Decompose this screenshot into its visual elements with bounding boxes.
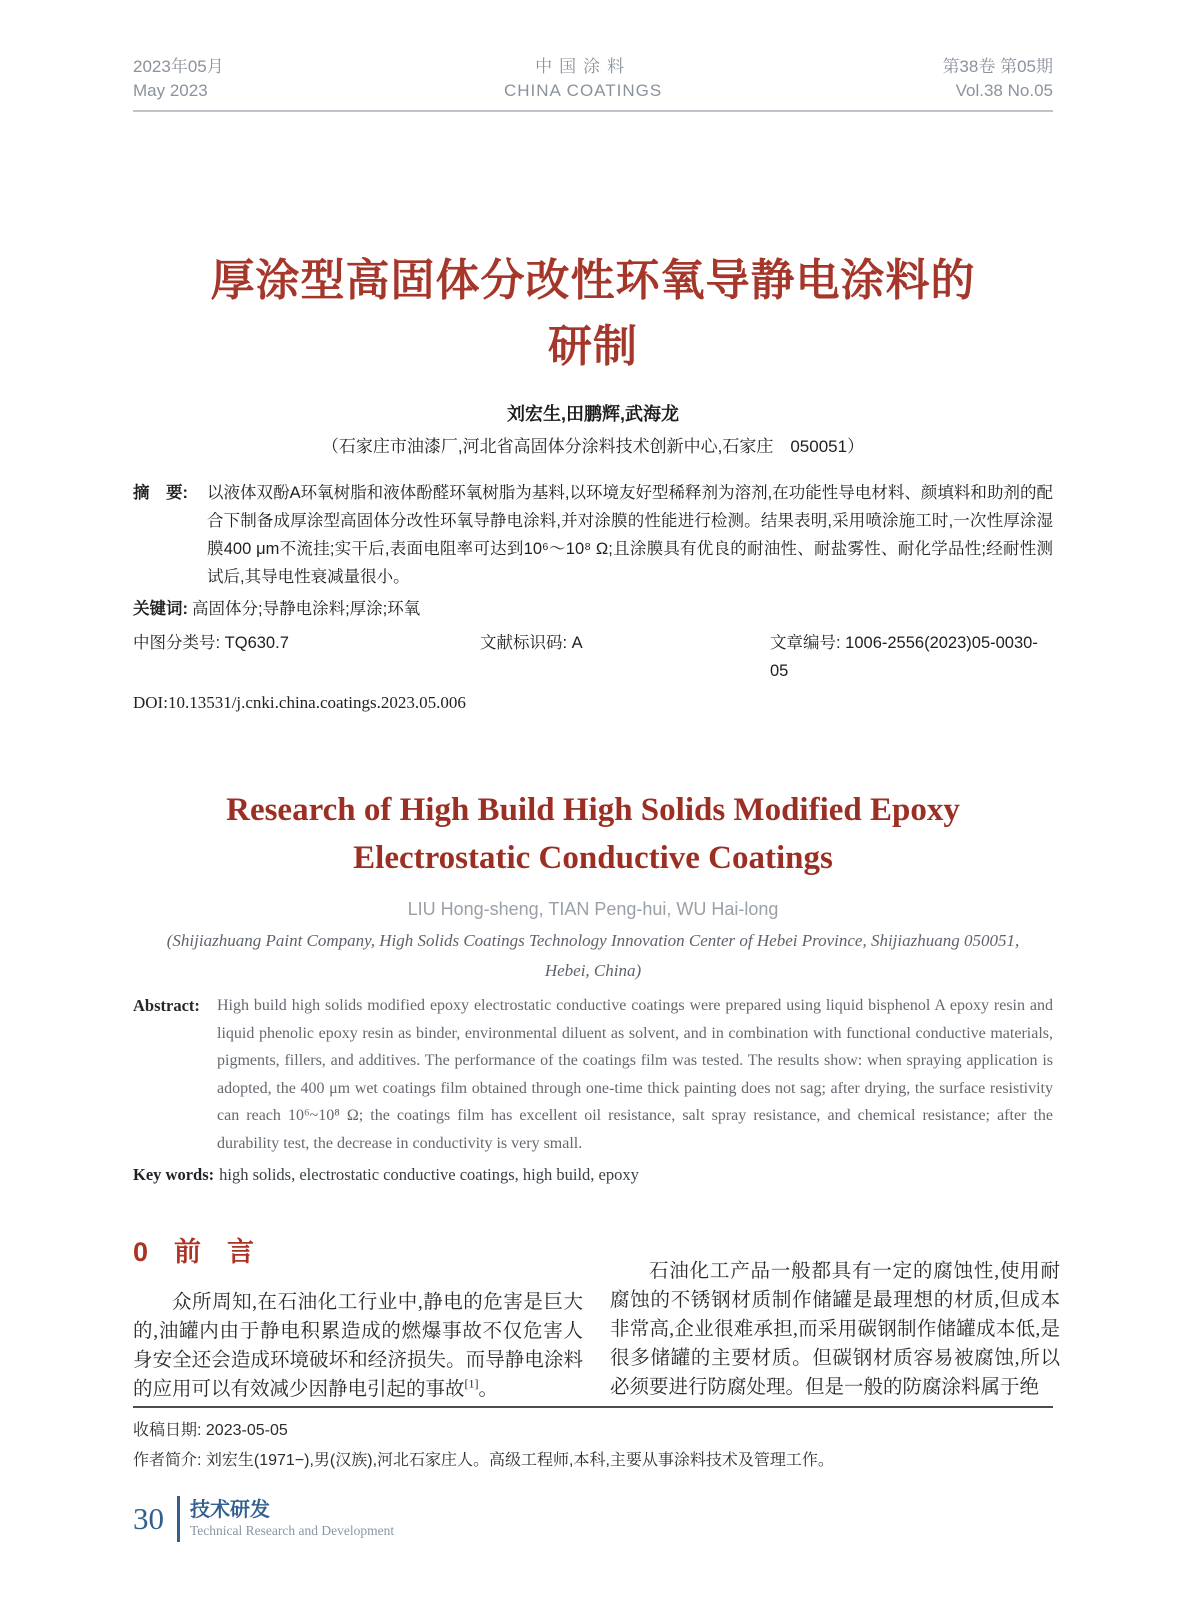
header-issue-cn: 第38卷 第05期 (942, 57, 1053, 76)
keywords-en (133, 1161, 1053, 1188)
abstract-en-label: Abstract: (133, 996, 200, 1015)
title-cn-line2: 研制 (548, 322, 638, 371)
footer-section-cn: 技术研发 (190, 1499, 270, 1521)
body-column-right (610, 1232, 1060, 1404)
section-number: 0 (133, 1237, 149, 1267)
intro-paragraph (133, 1288, 583, 1404)
journal-header (133, 55, 1053, 112)
keywords-en-text: high solids, electrostatic conductive coatings, high build, epoxy (219, 1165, 639, 1184)
header-date-cn: 2023年05月 (133, 57, 224, 76)
header-journal-name (504, 55, 662, 103)
intro-paragraph-2: 石油化工产品一般都具有一定的腐蚀性,使用耐腐蚀的不锈钢材质制作储罐是最理想的材质,但成本非常高,企业很难承担,而采用碳钢制作储罐成本低,是很多储罐的主要材质。但碳钢材质容易被腐蚀,所以必须要进行防腐处理。但是一般的防腐涂料属于绝 (610, 1261, 1060, 1398)
authors-en: LIU Hong-sheng, TIAN Peng-hui, WU Hai-long (407, 899, 779, 919)
abstract-cn-label: 摘 要: (133, 484, 188, 502)
abstract-en-text: High build high solids modified epoxy electrostatic conductive coatings were prepared using liquid bisphenol A epoxy resin and liquid phenolic epoxy resin as binder, environmental diluent as solvent, and in combination with functional conductive materials, pigments, fillers, and additives. The performance of the coatings film was tested. The results show: when spraying application is adopted, the 400 μm wet coatings film obtained through one-time thick painting does not sag; after drying, the surface resistivity can reach 10⁶~10⁸ Ω; the coatings film has excellent oil resistance, salt spray resistance, and chemical resistance; after the durability test, the decrease in conductivity is very small. (217, 997, 1053, 1152)
section-title: 前言 (174, 1237, 281, 1267)
title-cn-line1: 厚涂型高固体分改性环氧导静电涂料的 (210, 256, 976, 305)
abstract-en (133, 992, 1053, 1157)
footer-section-en: Technical Research and Development (190, 1523, 395, 1538)
body-column-left (133, 1232, 583, 1404)
affiliation-en-line2: Hebei, China) (544, 961, 642, 980)
title-en-line1: Research of High Build High Solids Modified Epoxy (226, 792, 960, 828)
header-issue-en: Vol.38 No.05 (955, 81, 1053, 100)
received-date: 收稿日期: 2023-05-05 (133, 1422, 288, 1439)
header-date-en: May 2023 (133, 81, 208, 100)
abstract-cn-text: 以液体双酚A环氧树脂和液体酚醛环氧树脂为基料,以环境友好型稀释剂为溶剂,在功能性导电材料、颜填料和助剂的配合下制备成厚涂型高固体分改性环氧导静电涂料,并对涂膜的性能进行检测。结果表明,采用喷涂施工时,一次性厚涂湿膜400 μm不流挂;实干后,表面电阻率可达到10⁶～10⁸ Ω;且涂膜具有优良的耐油性、耐盐雾性、耐化学品性;经耐性测试后,其导电性衰减量很小。 (207, 484, 1053, 586)
footnote-block (133, 1406, 1053, 1476)
section-heading (133, 1232, 583, 1272)
doi: DOI:10.13531/j.cnki.china.coatings.2023.05.006 (133, 693, 466, 712)
article-body (133, 1232, 1060, 1404)
keywords-cn-label: 关键词: (133, 600, 188, 618)
page-number: 30 (133, 1501, 164, 1536)
authors-cn: 刘宏生,田鹏辉,武海龙 (506, 404, 679, 424)
intro-text: 众所周知,在石油化工行业中,静电的危害是巨大的,油罐内由于静电积累造成的燃爆事故不仅危害人身安全还会造成环境破坏和经济损失。而导静电涂料的应用可以有效减少因静电引起的事故 (133, 1292, 583, 1400)
footer-section-labels (190, 1498, 394, 1540)
intro-tail: 。 (478, 1379, 499, 1400)
classification-row (133, 629, 1053, 685)
article-title-en (133, 786, 1053, 882)
keywords-cn (133, 595, 1053, 623)
english-title-block (133, 786, 1053, 1188)
header-date (133, 55, 224, 103)
author-bio: 作者简介: 刘宏生(1971−),男(汉族),河北石家庄人。高级工程师,本科,主要从事涂料技术及管理工作。 (133, 1452, 834, 1469)
document-code: 文献标识码: A (480, 634, 583, 652)
affiliation-cn: （石家庄市油漆厂,河北省高固体分涂料技术创新中心,石家庄 050051） (321, 437, 865, 456)
article-title-cn (133, 248, 1053, 380)
affiliation-en (133, 926, 1053, 986)
page-footer (133, 1496, 394, 1542)
affiliation-en-line1: (Shijiazhuang Paint Company, High Solids Coatings Technology Innovation Center of Hebei Province, Shijiazhuang 050051, (166, 931, 1020, 950)
article-id: 文章编号: 1006-2556(2023)05-0030-05 (770, 634, 1038, 680)
abstract-cn (133, 479, 1053, 591)
citation-ref-1: [1] (464, 1376, 479, 1391)
keywords-en-label: Key words: (133, 1165, 215, 1184)
header-issue (942, 55, 1053, 103)
title-en-line2: Electrostatic Conductive Coatings (353, 840, 833, 876)
keywords-cn-text: 高固体分;导静电涂料;厚涂;环氧 (192, 600, 421, 618)
footer-divider-bar (177, 1496, 180, 1542)
journal-name-cn: 中国涂料 (535, 57, 632, 76)
chinese-title-block (133, 248, 1053, 713)
clc-number: 中图分类号: TQ630.7 (133, 634, 289, 652)
journal-name-en: CHINA COATINGS (503, 81, 663, 100)
